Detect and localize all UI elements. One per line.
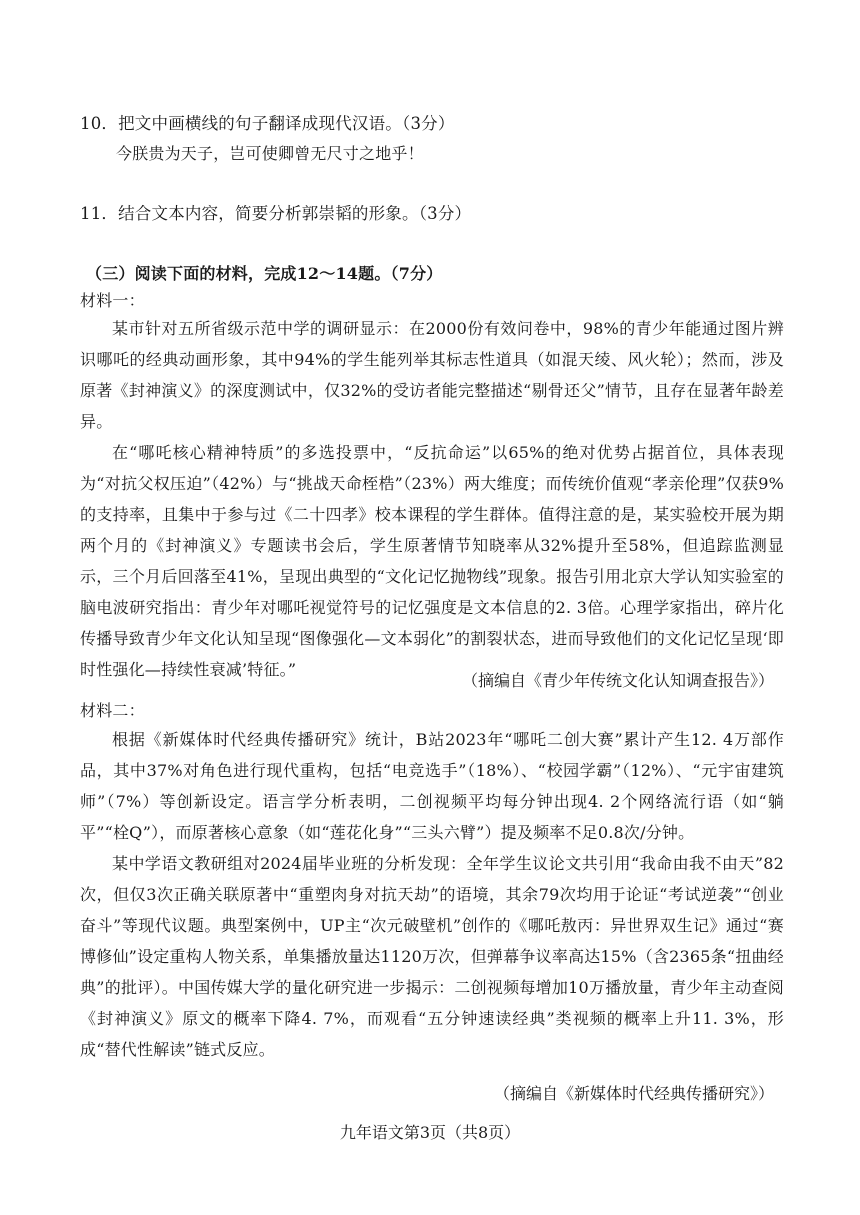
material-1-label: 材料一：	[80, 291, 145, 310]
material-1-body	[80, 313, 784, 685]
material-1-paragraph: 在“哪吒核心精神特质”的多选投票中，“反抗命运”以65%的绝对优势占据首位，具体表现为“对抗父权压迫”（42%）与“挑战天命桎梏”（23%）两大维度；而传统价值观“孝亲伦理”仅获9%的支持率，且集中于参与过《二十四孝》校本课程的学生群体。值得注意的是，某实验校开展为期两个月的《封神演义》专题读书会后，学生原著情节知晓率从32%提升至58%，但追踪监测显示，三个月后回落至41%，呈现出典型的“文化记忆抛物线”现象。报告引用北京大学认知实验室的脑电波研究指出：青少年对哪吒视觉符号的记忆强度是文本信息的2. 3倍。心理学家指出，碎片化传播导致青少年文化认知呈现“图像强化—文本弱化”的割裂状态，进而导致他们的文化记忆呈现‘即时性强化—持续性衰减’特征。”	[80, 443, 784, 679]
question-10-sentence: 今朕贵为天子，岂可使卿曾无尺寸之地乎！	[116, 144, 424, 163]
question-11: 11．结合文本内容，简要分析郭崇韬的形象。（3分）	[80, 204, 472, 223]
section-3-heading: （三）阅读下面的材料，完成12～14题。（7分）	[86, 264, 443, 283]
material-1-paragraph: 某市针对五所省级示范中学的调研显示：在2000份有效问卷中，98%的青少年能通过图片辨识哪吒的经典动画形象，其中94%的学生能列举其标志性道具（如混天绫、风火轮）；然而，涉及原著《封神演义》的深度测试中，仅32%的受访者能完整描述“剔骨还父”情节，且存在显著年龄差异。	[80, 319, 784, 431]
material-2-label: 材料二：	[80, 701, 145, 720]
question-10: 10．把文中画横线的句子翻译成现代汉语。（3分）	[80, 114, 455, 133]
material-2-paragraph: 根据《新媒体时代经典传播研究》统计，B站2023年“哪吒二创大赛”累计产生12. 4万部作品，其中37%对角色进行现代重构，包括“电竞选手”（18%）、“校园学霸”（12%）、“元宇宙建筑师”（7%）等创新设定。语言学分析表明，二创视频平均每分钟出现4. 2个网络流行语（如“躺平”“栓Q”），而原著核心意象（如“莲花化身”“三头六臂”）提及频率不足0.8次/分钟。	[80, 730, 784, 842]
material-1-source: （摘编自《青少年传统文化认知调查报告》）	[461, 671, 774, 690]
material-2-body	[80, 724, 784, 1065]
material-2-paragraph: 某中学语文教研组对2024届毕业班的分析发现：全年学生议论文共引用“我命由我不由天”82次，但仅3次正确关联原著中“重塑肉身对抗天劫”的语境，其余79次均用于论证“考试逆袭”“创业奋斗”等现代议题。典型案例中，UP主“次元破壁机”创作的《哪吒敖丙：异世界双生记》通过“赛博修仙”设定重构人物关系，单集播放量达1120万次，但弹幕争议率高达15%（含2365条“扭曲经典”的批评）。中国传媒大学的量化研究进一步揭示：二创视频每增加10万播放量，青少年主动查阅《封神演义》原文的概率下降4. 7%，而观看“五分钟速读经典”类视频的概率上升11. 3%，形成“替代性解读”链式反应。	[80, 854, 784, 1059]
material-2-source: （摘编自《新媒体时代经典传播研究》）	[493, 1084, 774, 1103]
page-footer: 九年语文第3页（共8页）	[339, 1123, 521, 1142]
